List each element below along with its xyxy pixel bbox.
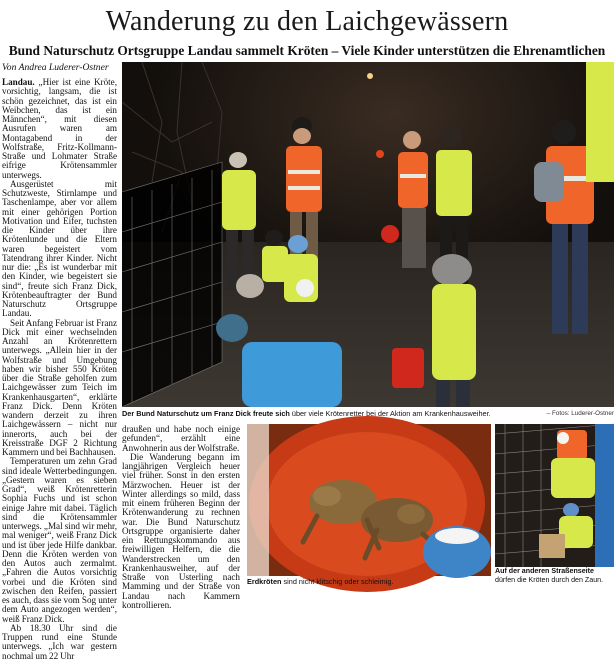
paragraph-4: Temperaturen um zehn Grad sind ideale Wetterbedingungen. „Gestern waren es sieben Grad“, weiß Krötenretterin Sophia Fuchs und ist schon einige Jahre mit dabei. Täglich sind die Krötensammler unterwegs. „Mal sind wir mehr, mal weniger“, weiß Franz Dick und ist über jede Hilfe dankbar. Denn die Kröten werden von den Autos auch zermalmt. „Fahren die Autos vorsichtig vorbei und die Kröten sind zwischen den Reifen, passiert es auch, dass sie vom Sog unter dem Auto angezogen werden“, weiß Franz Dick. [2,456,117,624]
main-caption-text: über viele Krötenretter bei der Aktion am Krankenhausweiher. [289,409,491,418]
headline: Wanderung zu den Laichgewässern [105,6,509,37]
byline: Von Andrea Luderer-Ostner [2,62,109,73]
fence-photo-caption [495,567,614,584]
fence-caption-bold: Auf der anderen Straßenseite [495,567,594,575]
toads-photo [247,424,491,576]
photo-credit: – Fotos: Luderer-Ostner [546,410,614,417]
toads-photo-caption [247,577,491,586]
article-column-1 [2,77,118,661]
article-column-2 [122,424,240,610]
subheadline: Bund Naturschutz Ortsgruppe Landau sammelt Kröten – Viele Kinder unterstützen die Ehrenamtlichen [8,43,606,58]
fence-photo-illustration [495,424,614,567]
paragraph-5-continued: draußen und habe noch einige gefunden“, erzählt eine Anwohnerin aus der Wolfstraße. [122,424,240,453]
paragraph-6: Die Wanderung begann im langjährigen Vergleich heuer viel früher. Sonst in den ersten Märzwochen. Heuer ist der Winter allerdings so mild, dass mit einem früheren Beginn der Krötenwanderung zu rechnen war. Die Bund Naturschutz Ortsgruppe organisierte daher ein Rettungskommando aus freiwilligen Helfern, die die Wanderstrecken um den Krankenhausweiher, auf der Straße von Usterling nach Mamming und der Straße von Landau nach Kammern kontrollieren. [122,451,240,610]
paragraph-2: Ausgerüstet mit Schutzweste, Stirnlampe und Taschenlampe, aber vor allem mit einer gehörigen Portion Motivation und Eifer, tuchsten die Kinder über ihre Krötenlunde und die Eltern waren begeistert vom Tatendrang ihrer Kinder. Nicht nur die: „Es ist wunderbar mit den Kinder, wie begeistert sie sind“, freute sich Franz Dick, Krötenbeauftragter der Bund Naturschutz Ortsgruppe Landau. [2,178,117,319]
fence-caption-text: dürfen die Kröten durch den Zaun. [495,575,604,584]
toads-caption-text: sind nicht klitschig oder schleimig. [281,577,394,586]
paragraph-5: Ab 18.30 Uhr sind die Truppen rund eine Stunde unterwegs. „Ich war gestern nochmal um 22 Uhr [2,622,117,661]
main-photo [122,62,614,407]
paragraph-1 [2,78,117,180]
paragraph-1-text: „Hier ist eine Kröte, vorsichtig, langsam, die ist schön gezeichnet, das ist ein Weibchen, das ist ein Männchen“, mit diesen Ausrufen waren am Montagabend in der Wolfstraße, Fritz-Kollmann-Straße und Lohmater Straße eifrige Krötensammler unterwegs. [2,77,118,180]
main-photo-illustration [122,62,614,407]
toads-caption-bold: Erdkröten [247,577,282,586]
toads-photo-illustration [247,424,491,576]
paragraph-3: Seit Anfang Februar ist Franz Dick mit einer wechselnden Anzahl an Krötenrettern unterwegs. „Allein hier in der Wolfstraße und Umgebung haben wir bisher 550 Kröten über die Straße geholfen zum Laichgewässer zum Teich im Krankenhausgarten“, erklärte Franz Dick. Denn Kröten wandern derzeit zu ihren Laichgewässern – nicht nur innerorts, auch bei der Kreisstraße DGF 2 Richtung Kammern und bei Bachhausen. [2,317,117,457]
dateline: Landau. [2,77,35,87]
main-caption-bold: Der Bund Naturschutz um Franz Dick freute sich [122,409,290,418]
fence-photo [495,424,614,567]
